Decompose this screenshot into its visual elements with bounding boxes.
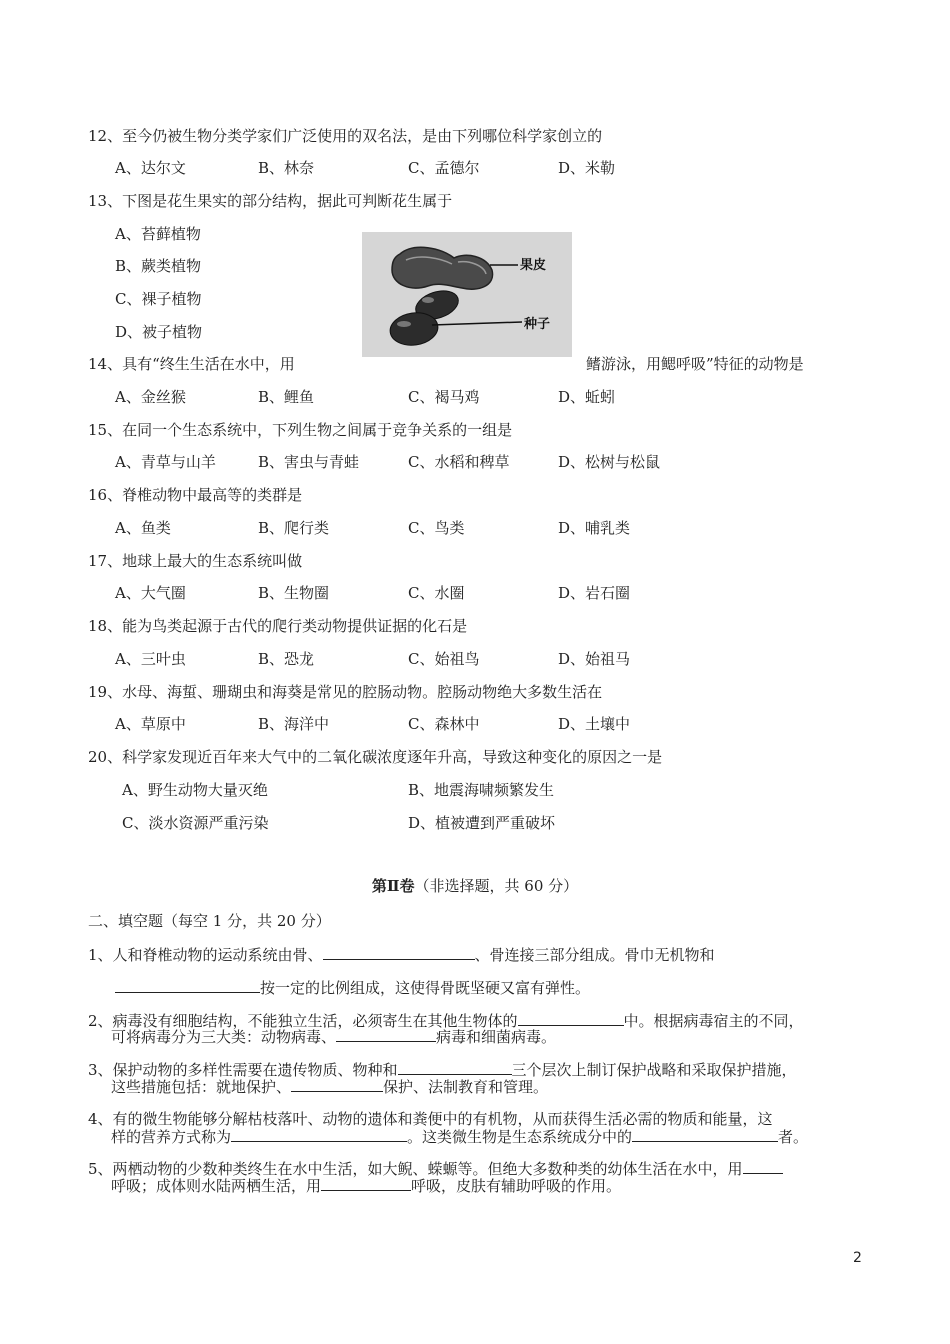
question-12-option-a: A、达尔文 [115,159,186,177]
fill-q3-text-c: 这些措施包括：就地保护、 [111,1078,292,1096]
question-20-stem: 20、科学家发现近百年来大气中的二氧化碳浓度逐年升高，导致这种变化的原因之一是 [88,748,663,766]
question-20-option-a: A、野生动物大量灭绝 [122,781,268,799]
question-17-stem: 17、地球上最大的生态系统叫做 [88,552,303,570]
fill-q2-text-c: 可将病毒分为三大类：动物病毒、 [111,1028,337,1046]
fill-q2-text-a: 2、病毒没有细胞结构，不能独立生活，必须寄生在其他生物体的 [88,1012,518,1030]
question-20-option-d: D、植被遭到严重破坏 [408,814,556,832]
question-13-option-a: A、苔藓植物 [115,225,201,243]
fill-q5-line2 [111,1175,621,1196]
section-title [0,876,950,896]
fill-q4-blank-2[interactable] [632,1126,778,1142]
question-16-option-a: A、鱼类 [115,519,171,537]
fill-q5-blank-1[interactable] [743,1158,783,1174]
fill-q2-line2 [111,1026,556,1047]
question-15-option-a: A、青草与山羊 [115,453,216,471]
fill-q4-blank-1[interactable] [231,1126,407,1142]
question-15-option-d: D、松树与松鼠 [558,453,661,471]
fill-q1-line1 [88,944,715,965]
question-13-option-b: B、蕨类植物 [115,257,202,275]
question-17-option-d: D、岩石圈 [558,584,631,602]
fill-q3-blank-2[interactable] [291,1076,383,1092]
fill-q1-blank-2[interactable] [115,977,260,993]
question-20-option-c: C、淡水资源严重污染 [122,814,269,832]
fill-q4-text-b: 样的营养方式称为 [111,1128,232,1146]
question-17-option-a: A、大气圈 [115,584,186,602]
question-14-stem-left: 14、具有“终生生活在水中，用 [88,355,295,373]
fill-q4-text-d: 者。 [778,1128,809,1146]
question-19-option-a: A、草原中 [115,715,186,733]
fill-q4-line2 [111,1126,808,1147]
fill-q3-blank-1[interactable] [398,1059,512,1075]
question-15-option-b: B、害虫与青蛙 [258,453,360,471]
fill-q1-text-a: 1、人和脊椎动物的运动系统由骨、 [88,946,323,964]
fill-q1-blank-1[interactable] [323,944,475,960]
question-16-stem: 16、脊椎动物中最高等的类群是 [88,486,303,504]
question-17-option-b: B、生物圈 [258,584,330,602]
question-12-option-c: C、孟德尔 [408,159,480,177]
fill-q2-blank-1[interactable] [518,1010,624,1026]
peanut-figure [362,232,572,357]
section-title-bold: 第Ⅱ卷 [371,877,415,895]
fill-q3-text-a: 3、保护动物的多样性需要在遗传物质、物种和 [88,1061,398,1079]
fill-q1-line2 [115,977,590,998]
question-18-option-c: C、始祖鸟 [408,650,480,668]
fill-q3-text-b: 三个层次上制订保护战略和采取保护措施， [511,1061,797,1079]
question-16-option-d: D、哺乳类 [558,519,631,537]
fill-section-header: 二、填空题（每空 1 分，共 20 分） [88,912,331,930]
fill-q5-blank-2[interactable] [321,1175,411,1191]
question-12-option-b: B、林奈 [258,159,315,177]
question-20-option-b: B、地震海啸频繁发生 [408,781,555,799]
question-18-option-a: A、三叶虫 [115,650,186,668]
question-14-option-a: A、金丝猴 [115,388,186,406]
question-19-stem: 19、水母、海蜇、珊瑚虫和海葵是常见的腔肠动物。腔肠动物绝大多数生活在 [88,683,603,701]
fill-q2-blank-2[interactable] [336,1026,436,1042]
fill-q5-text-b: 呼吸；成体则水陆两栖生活，用 [111,1177,322,1195]
fill-q1-text-b: 、骨连接三部分组成。骨巾无机物和 [474,946,715,964]
question-12-stem: 12、至今仍被生物分类学家们广泛使用的双名法，是由下列哪位科学家创立的 [88,127,603,145]
peanut-illustration [362,232,572,357]
pericarp-label: 果皮 [520,258,547,273]
fill-q5-text-a: 5、两栖动物的少数种类终生在水中生活，如大鲵、蝾螈等。但绝大多数种类的幼体生活在水中，用 [88,1160,743,1178]
question-18-option-d: D、始祖马 [558,650,631,668]
question-14-stem-right: 鳍游泳，用鳃呼吸”特征的动物是 [586,355,804,373]
question-16-option-b: B、爬行类 [258,519,330,537]
question-13-option-d: D、被子植物 [115,323,203,341]
question-14-option-b: B、鲤鱼 [258,388,315,406]
seed-label: 种子 [524,317,551,332]
question-17-option-c: C、水圈 [408,584,465,602]
fill-q1-text-c: 按一定的比例组成，这使得骨既坚硬又富有弹性。 [260,979,591,997]
fill-q4-line1: 4、有的微生物能够分解枯枝落叶、动物的遗体和粪便中的有机物，从而获得生活必需的物质和能量，这 [88,1110,773,1128]
question-13-option-c: C、裸子植物 [115,290,202,308]
section-title-rest: （非选择题，共 60 分） [414,877,579,895]
fill-q3-line2 [111,1076,548,1097]
fill-q3-text-d: 保护、法制教育和管理。 [383,1078,549,1096]
question-14-option-d: D、蚯蚓 [558,388,616,406]
question-12-option-d: D、米勒 [558,159,616,177]
question-19-option-b: B、海洋中 [258,715,330,733]
question-18-stem: 18、能为鸟类起源于古代的爬行类动物提供证据的化石是 [88,617,468,635]
question-19-option-c: C、森林中 [408,715,480,733]
fill-q2-text-b: 中。根据病毒宿主的不同， [623,1012,804,1030]
question-19-option-d: D、土壤中 [558,715,631,733]
question-14-option-c: C、褐马鸡 [408,388,480,406]
question-15-option-c: C、水稻和稗草 [408,453,510,471]
fill-q2-text-d: 病毒和细菌病毒。 [436,1028,557,1046]
question-15-stem: 15、在同一个生态系统中，下列生物之间属于竞争关系的一组是 [88,421,513,439]
question-13-stem: 13、下图是花生果实的部分结构，据此可判断花生属于 [88,192,453,210]
question-18-option-b: B、恐龙 [258,650,315,668]
fill-q4-text-c: 。这类微生物是生态系统成分中的 [407,1128,633,1146]
question-16-option-c: C、鸟类 [408,519,465,537]
fill-q5-text-c: 呼吸，皮肤有辅助呼吸的作用。 [411,1177,622,1195]
page-number: 2 [853,1250,862,1266]
